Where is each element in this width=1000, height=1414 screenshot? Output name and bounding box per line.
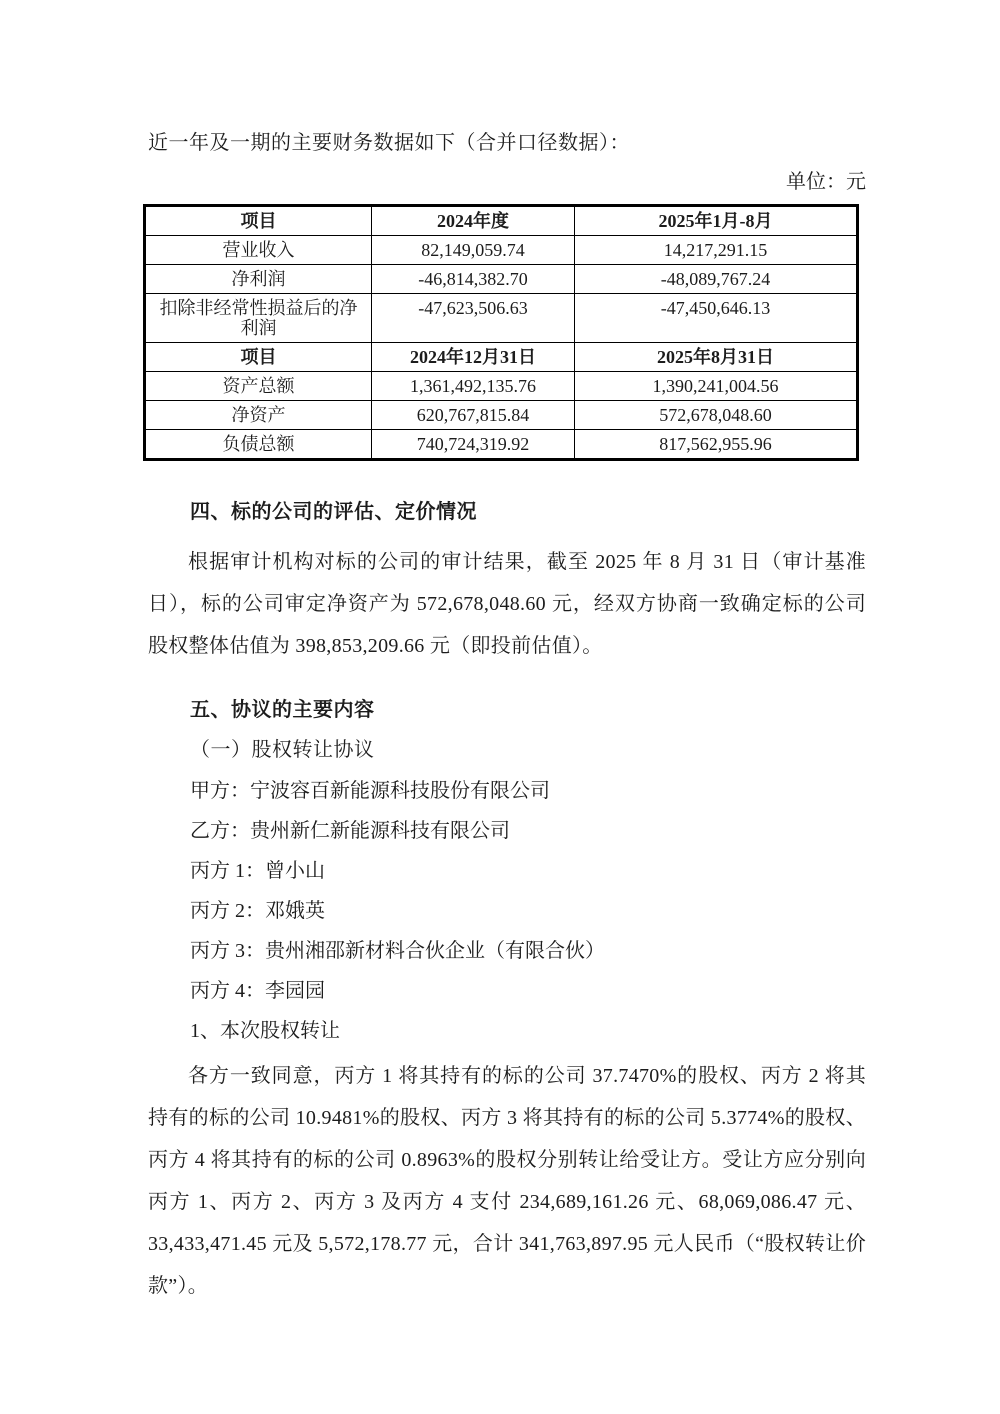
table-cell: -46,814,382.70 [372,265,575,294]
table-cell: 资产总额 [145,372,372,401]
party-list [190,771,866,1011]
party-item-bingfang-1: 丙方 1：曾小山 [190,860,325,882]
table-cell: 1,361,492,135.76 [372,372,575,401]
section-5-paragraph: 各方一致同意，丙方 1 将其持有的标的公司 37.7470%的股权、丙方 2 将其持有的标的公司 10.9481%的股权、丙方 3 将其持有的标的公司 5.3774%的股权、丙方 4 将其持有的标的公司 0.8963%的股权分别转让给受让方。受让方应分别向丙方 1、丙方 2、丙方 3 及丙方 4 支付 234,689,161.26 元、68,069,086.47 元、33,433,471.45 元及 5,572,178.77 元，合计 341,763,897.95 元人民币（“股权转让价款”）。 [148,1065,866,1297]
table-cell: 2024年12月31日 [372,343,575,372]
table-row-revenue [145,236,858,265]
party-item-bingfang-4: 丙方 4：李园园 [190,980,325,1002]
table-cell: -48,089,767.24 [575,265,858,294]
intro-text: 近一年及一期的主要财务数据如下（合并口径数据）： [148,132,630,154]
table-row-total-liabilities [145,430,858,460]
table-cell: 项目 [145,206,372,236]
party-item-bingfang-2: 丙方 2：邓娥英 [190,900,325,922]
section-5-heading: 五、协议的主要内容 [190,699,375,721]
table-row-net-profit [145,265,858,294]
table-cell: 82,149,059.74 [372,236,575,265]
table-cell: 营业收入 [145,236,372,265]
party-item-jiafang: 甲方：宁波容百新能源科技股份有限公司 [190,780,550,802]
table-row-net-assets [145,401,858,430]
table-cell: 项目 [145,343,372,372]
table-cell: -47,450,646.13 [575,294,858,343]
table-cell: 2024年度 [372,206,575,236]
table-cell: 2025年8月31日 [575,343,858,372]
party-item-yifang: 乙方：贵州新仁新能源科技有限公司 [190,820,510,842]
unit-label: 单位：元 [786,171,866,193]
table-cell: 净利润 [145,265,372,294]
table-cell: 740,724,319.92 [372,430,575,460]
table-cell: 817,562,955.96 [575,430,858,460]
table-cell: 净资产 [145,401,372,430]
party-item-bingfang-3: 丙方 3：贵州湘邵新材料合伙企业（有限合伙） [190,940,605,962]
section-5-subheading: （一）股权转让协议 [190,739,375,761]
table-cell: 1,390,241,004.56 [575,372,858,401]
section-4-paragraph: 根据审计机构对标的公司的审计结果，截至 2025 年 8 月 31 日（审计基准日），标的公司审定净资产为 572,678,048.60 元，经双方协商一致确定标的公司股权整体估值为 398,853,209.66 元（即投前估值）。 [148,551,866,657]
table-cell: 扣除非经常性损益后的净利润 [145,294,372,343]
financial-data-table [143,204,859,461]
table-cell: 14,217,291.15 [575,236,858,265]
section-4-heading: 四、标的公司的评估、定价情况 [190,501,477,523]
table-header-row-period [145,206,858,236]
table-cell: 2025年1月-8月 [575,206,858,236]
item-1-heading: 1、本次股权转让 [190,1020,340,1042]
table-header-row-date [145,343,858,372]
table-cell: 620,767,815.84 [372,401,575,430]
table-cell: 572,678,048.60 [575,401,858,430]
table-cell: -47,623,506.63 [372,294,575,343]
table-row-deducted-net-profit [145,294,858,343]
table-row-total-assets [145,372,858,401]
table-cell: 负债总额 [145,430,372,460]
